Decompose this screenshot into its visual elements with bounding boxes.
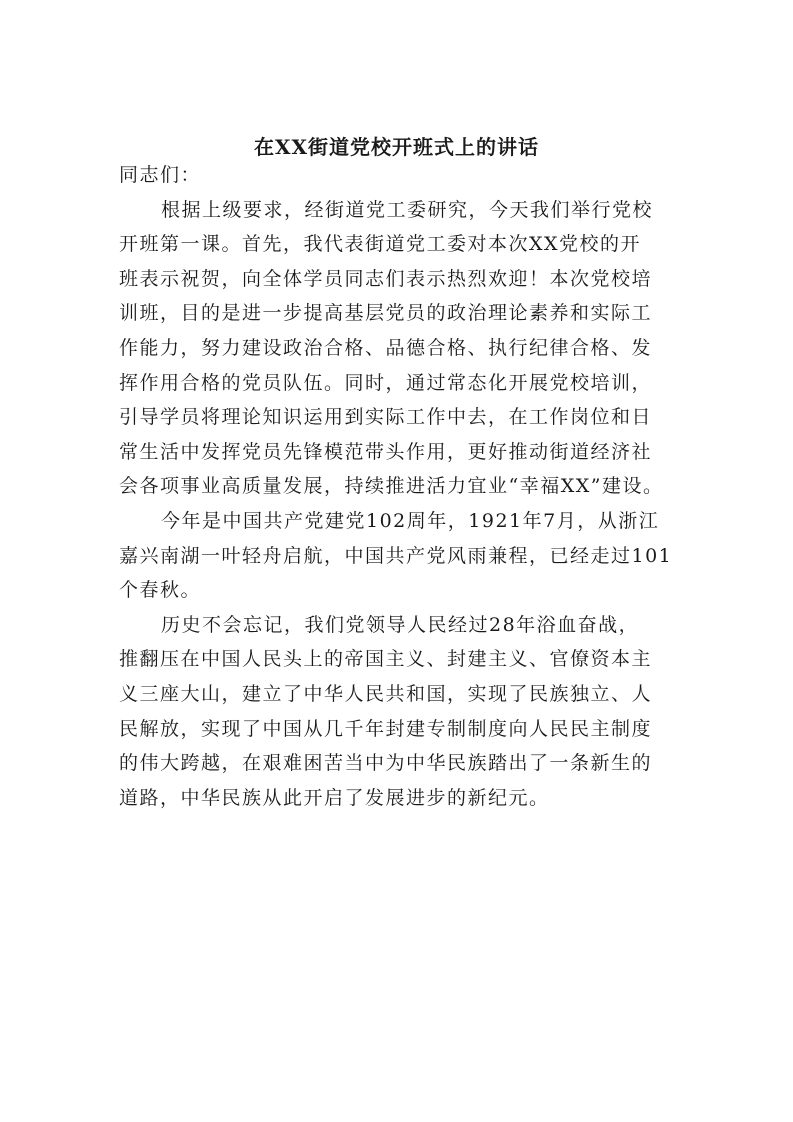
paragraph-line: 个春秋。	[119, 579, 202, 602]
paragraph-line: 引导学员将理论知识运用到实际工作中去，在工作岗位和日	[119, 406, 653, 429]
greeting: 同志们：	[119, 164, 202, 186]
paragraph-line: 训班，目的是进一步提高基层党员的政治理论素养和实际工	[119, 302, 653, 325]
paragraph-1	[119, 193, 679, 504]
paragraph-line: 会各项事业高质量发展，持续推进活力宜业“幸福XX”建设。	[119, 475, 664, 498]
paragraph-line: 常生活中发挥党员先锋模范带头作用，更好推动街道经济社	[119, 440, 653, 463]
paragraph-line: 民解放，实现了中国从几千年封建专制制度向人民民主制度	[119, 717, 653, 740]
paragraph-line: 挥作用合格的党员队伍。同时，通过常态化开展党校培训，	[119, 371, 653, 394]
document-body	[119, 158, 679, 815]
paragraph-line: 义三座大山，建立了中华人民共和国，实现了民族独立、人	[119, 682, 653, 705]
paragraph-2	[119, 504, 679, 608]
paragraph-line: 根据上级要求，经街道党工委研究，今天我们举行党校	[161, 198, 654, 221]
paragraph-3	[119, 608, 679, 816]
document-title: 在XX街道党校开班式上的讲话	[253, 135, 540, 159]
paragraph-line: 推翻压在中国人民头上的帝国主义、封建主义、官僚资本主	[119, 648, 653, 671]
paragraph-line: 作能力，努力建设政治合格、品德合格、执行纪律合格、发	[119, 336, 653, 359]
paragraph-line: 今年是中国共产党建党102周年，1921年7月，从浙江	[161, 509, 660, 532]
paragraph-line: 开班第一课。首先，我代表街道党工委对本次XX党校的开	[119, 233, 642, 256]
paragraph-line: 班表示祝贺，向全体学员同志们表示热烈欢迎！本次党校培	[119, 267, 653, 290]
paragraph-line: 的伟大跨越，在艰难困苦当中为中华民族踏出了一条新生的	[119, 752, 653, 775]
paragraph-line: 嘉兴南湖一叶轻舟启航，中国共产党风雨兼程，已经走过101	[119, 544, 673, 567]
paragraph-line: 历史不会忘记，我们党领导人民经过28年浴血奋战，	[161, 613, 640, 636]
paragraph-line: 道路，中华民族从此开启了发展进步的新纪元。	[119, 786, 550, 809]
